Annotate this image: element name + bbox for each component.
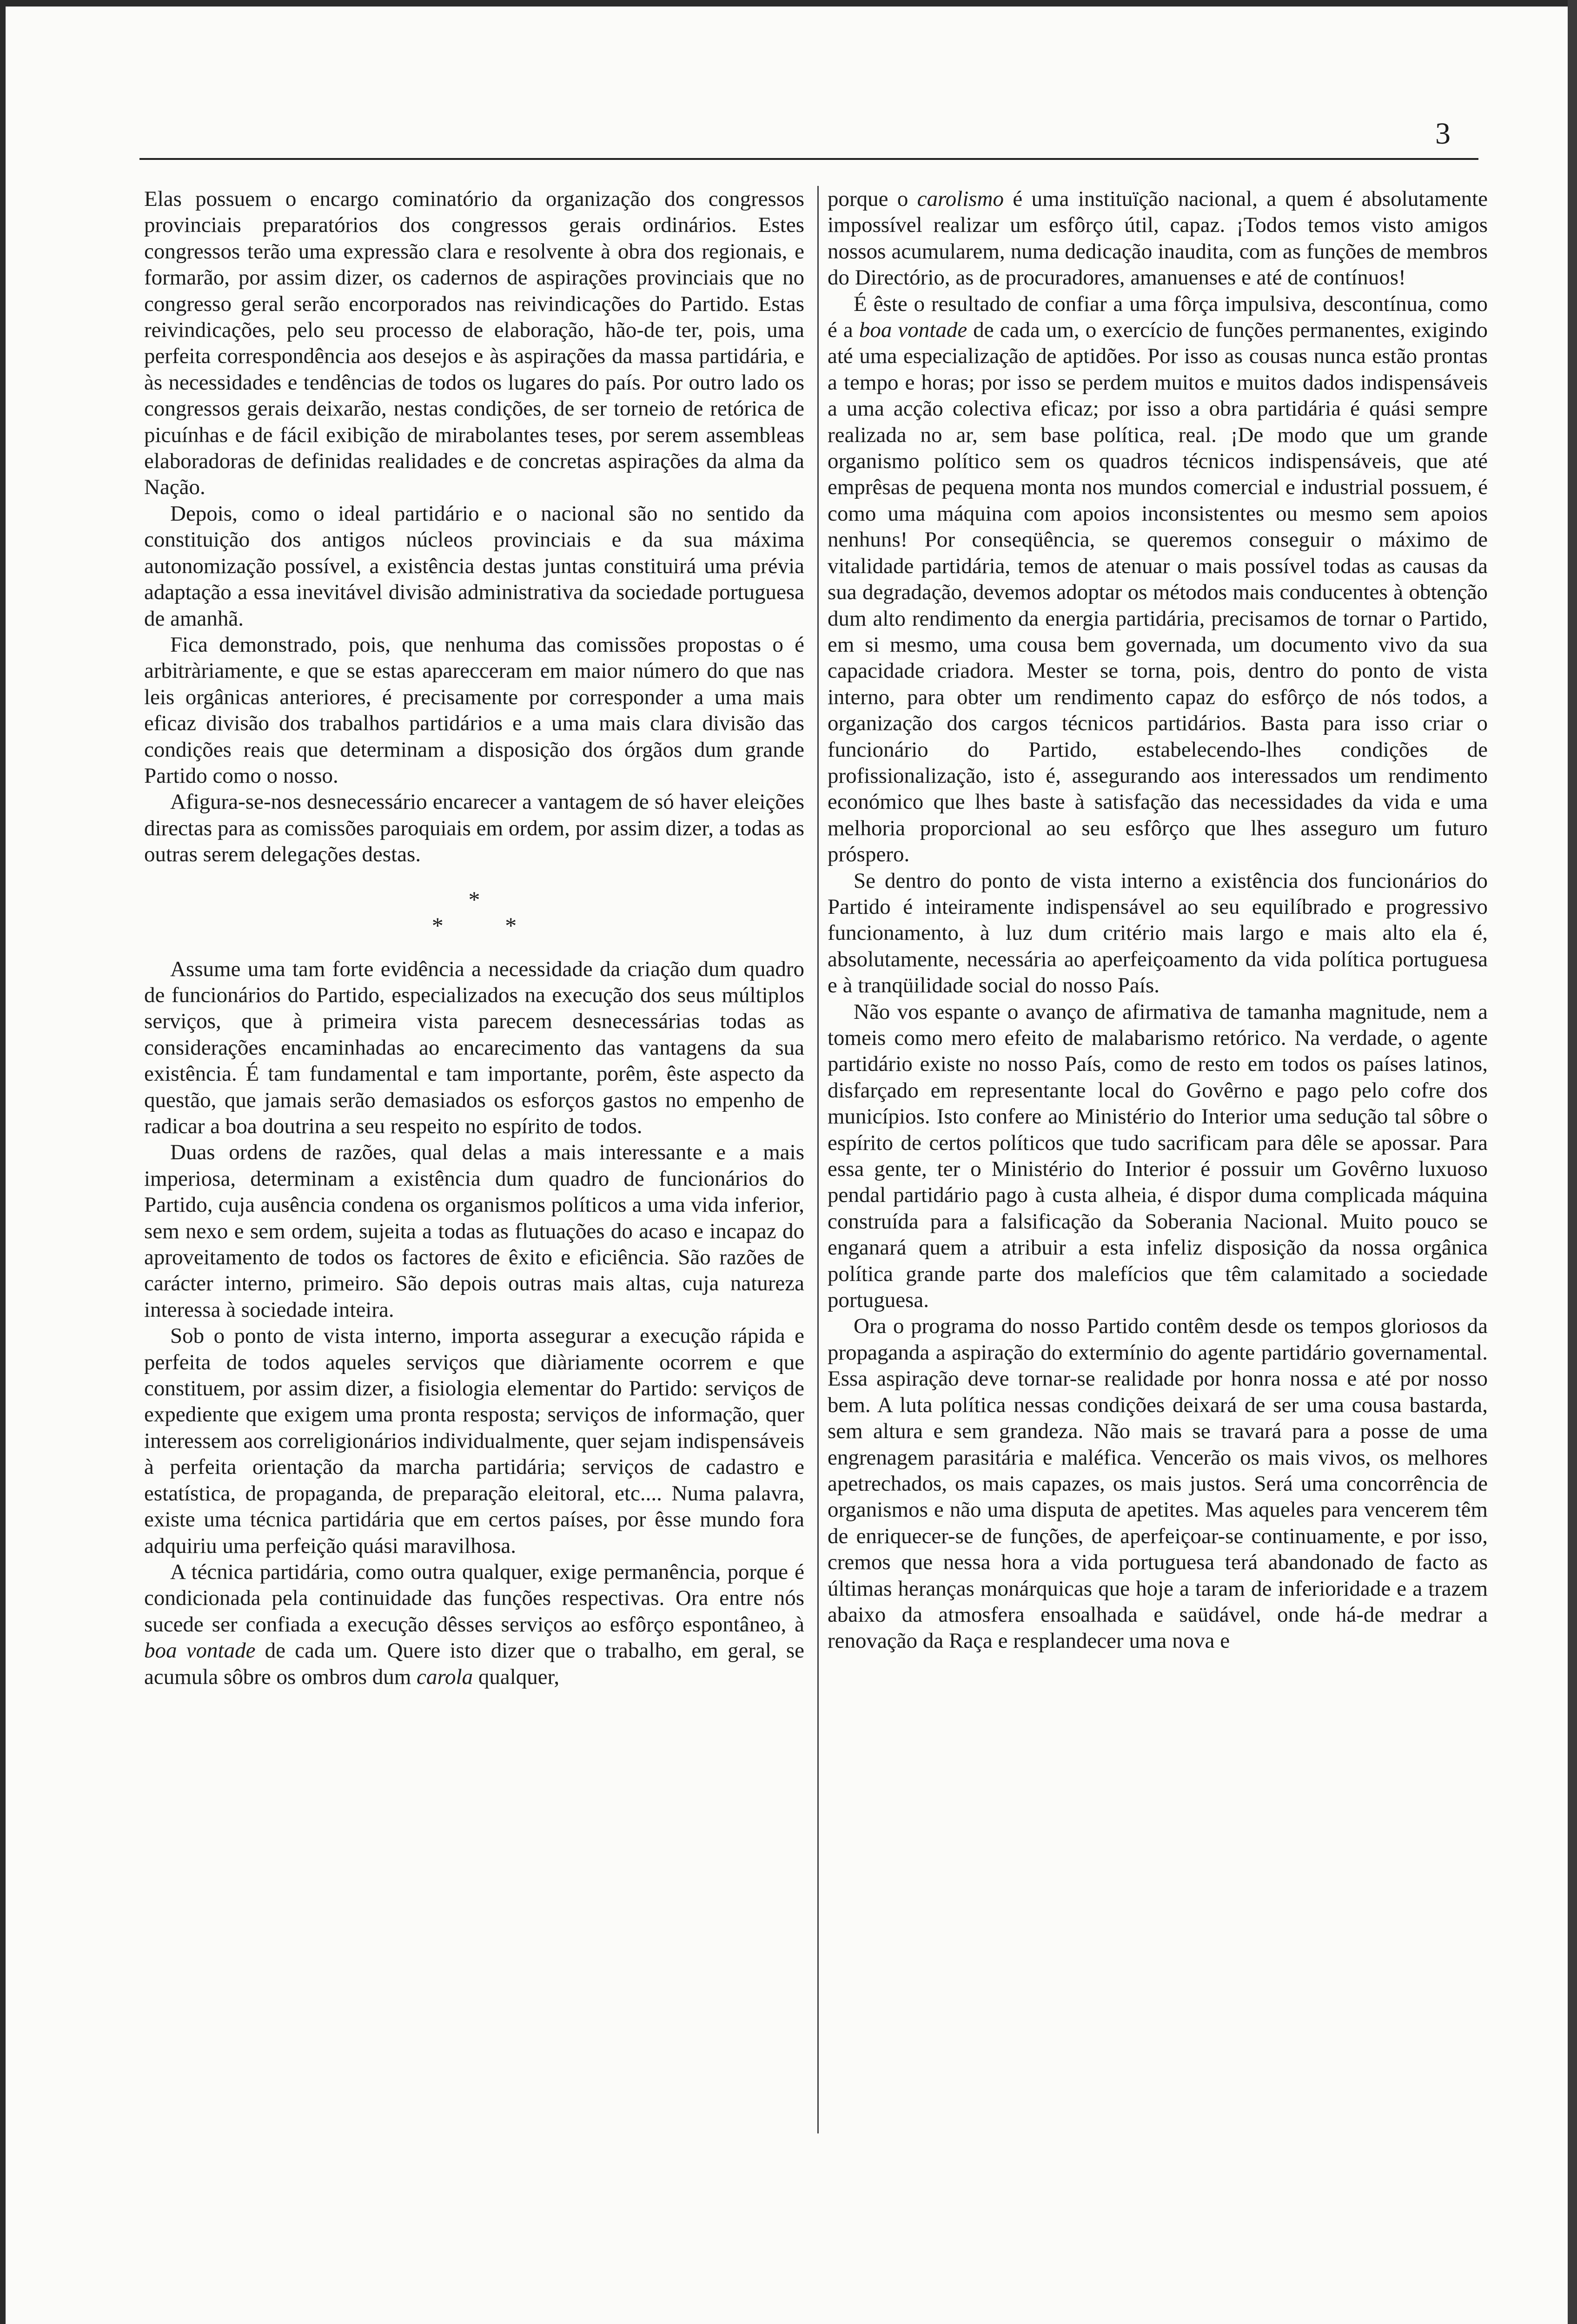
paragraph: [828, 291, 1488, 868]
italic-text: carola: [417, 1664, 473, 1689]
asterism-bottom: * *: [431, 912, 517, 938]
paragraph: Não vos espante o avanço de afirmativa de tamanha magnitude, nem a tomeis como mero efeito de malabarismo retórico. Na verdade, o agente partidário existe no nosso País, como de resto em todos os países latinos, disfarçado em representante local do Govêrno e pago pelo cofre dos municípios. Isto confere ao Ministério do Interior uma sedução tal sôbre o espírito de certos políticos que tudo sacrificam para dêle se apossar. Para essa gente, ter o Ministério do Interior é possuir um Govêrno luxuoso pendal partidário pago à custa alheia, é dispor duma complicada máquina construída para a falsificação da Soberania Nacional. Muito pouco se enganará quem a atribuir a esta infeliz disposição da nossa orgânica política grande parte dos malefícios que têm calamitado a sociedade portuguesa.: [828, 999, 1488, 1313]
paragraph: Se dentro do ponto de vista interno a existência dos funcionários do Partido é inteiramente indispensável ao seu equilíbrado e progressivo funcionamento, à luz dum critério mais largo e mais alto ela é, absolutamente, necessária ao aperfeiçoamento da vida política portuguesa e à tranqüilidade social do nosso País.: [828, 868, 1488, 998]
page-number: 3: [1435, 117, 1451, 151]
paragraph: Sob o ponto de vista interno, importa assegurar a execução rápida e perfeita de todos aqueles serviços que diàriamente ocorrem e que constituem, por assim dizer, a fisiologia elementar do Partido: serviços de expediente que exigem uma pronta resposta; serviços de informação, quer interessem aos correligionários individualmente, quer sejam indispensáveis à perfeita orientação da marcha partidária; serviços de cadastro e estatística, de propaganda, de preparação eleitoral, etc.... Numa palavra, existe uma técnica partidária que em certos países, por êsse mundo fora adquiriu uma perfeição quási maravilhosa.: [144, 1324, 804, 1558]
text-run: de cada um. Quere isto dizer que o trabalho, em geral, se acumula sôbre os ombros dum: [144, 1638, 804, 1689]
text-run: porque o: [828, 187, 917, 211]
text-run: de cada um, o exercício de funções permanentes, exigindo até uma especialização de aptidões. Por isso as cousas nunca estão prontas a tempo e horas; por isso se perdem muitos e muitos dados indispensáveis a uma acção colectiva eficaz; por isso a obra partidária é quási sempre realizada no ar, sem base política, real. ¡De modo que um grande organismo político sem os quadros técnicos indispensáveis, que até emprêsas de pequena monta nos mundos comercial e industrial possuem, é como uma máquina com apoios inconsistentes ou mesmo sem apoios nenhuns! Por conseqüência, se queremos conseguir o máximo de vitalidade partidária, temos de atenuar o mais possível todas as causas da sua degradação, devemos adoptar os métodos mais conducentes à obtenção dum alto rendimento da energia partidária, precisamos de tornar o Partido, em si mesmo, uma cousa bem governada, um documento vivo da sua capacidade criadora. Mester se torna, pois, dentro do ponto de vista interno, para obter um rendimento capaz do esfôrço de nós todos, a organização dos cargos técnicos partidários. Basta para isso criar o funcionário do Partido, estabelecendo-lhes condições de profissionalização, isto é, assegurando aos interessados um rendimento económico que lhes baste à satisfação das necessidades da vida e uma melhoria proporcional ao seu esfôrço que lhes asseguro um futuro próspero.: [828, 318, 1488, 867]
paragraph: Duas ordens de razões, qual delas a mais interessante e a mais imperiosa, determinam a existência dum quadro de funcionários do Partido, cuja ausência condena os organismos políticos a uma vida inferior, sem nexo e sem ordem, sujeita a todas as flutuações do acaso e incapaz do aproveitamento de todos os factores de êxito e eficiência. São razões de carácter interno, primeiro. São depois outras mais altas, cuja natureza interessa à sociedade inteira.: [144, 1140, 804, 1322]
paragraph: Depois, como o ideal partidário e o nacional são no sentido da constituição dos antigos núcleos provinciais e da sua máxima autonomização possível, a existência destas juntas constituirá uma prévia adaptação a essa inevitável divisão administrativa da sociedade portuguesa de amanhã.: [144, 501, 804, 631]
italic-text: carolismo: [917, 187, 1004, 211]
text-run: É êste o resultado de confiar a uma fôrça impulsiva, descontínua, como é a: [828, 291, 1488, 343]
right-column: [828, 186, 1488, 1654]
left-column: [144, 186, 804, 1690]
paragraph: Fica demonstrado, pois, que nenhuma das comissões propostas o é arbitràriamente, e que se estas aparecceram em maior número do que nas leis orgânicas anteriores, é precisamente por corresponder a uma mais eficaz divisão dos trabalhos partidários e a uma mais clara divisão das condições reais que determinam a disposição dos órgãos dum grande Partido como o nosso.: [144, 632, 804, 788]
paragraph: [144, 1559, 804, 1690]
scan-border-top: [0, 0, 1577, 7]
paragraph: Ora o programa do nosso Partido contêm desde os tempos gloriosos da propaganda a aspiração do extermínio do agente partidário governamental. Essa aspiração deve tornar-se realidade por honra nossa e até por nosso bem. A luta política nessas condições deixará de ser uma cousa bastarda, sem altura e sem grandeza. Não mais se travará para a posse de uma engrenagem parasitária e maléfica. Vencerão os mais vivos, os melhores apetrechados, os mais capazes, os mais justos. Será uma concorrência de organismos e não uma disputa de apetites. Mas aqueles para vencerem têm de enriquecer-se de funções, de aperfeiçoar-se continuamente, e por isso, cremos que nessa hora a vida portuguesa terá abandonado de facto as últimas heranças monárquicas que hoje a taram de inferioridade e a trazem abaixo da atmosfera ensoalhada e saüdável, onde há-de medrar a renovação da Raça e resplandecer uma nova e: [828, 1314, 1488, 1653]
text-run: qualquer,: [473, 1664, 560, 1689]
paragraph: Assume uma tam forte evidência a necessidade da criação dum quadro de funcionários do Partido, especializados na execução dos seus múltiplos serviços, que à primeira vista parecem desnecessárias todas as considerações encaminhadas ao encarecimento das vantagens da sua existência. É tam fundamental e tam importante, porêm, êste aspecto da questão, que jamais serão demasiados os esforços gastos no empenho de radicar a boa doutrina a seu respeito no espírito de todos.: [144, 957, 804, 1138]
section-asterism: [144, 886, 804, 938]
scan-border-right: [1568, 0, 1577, 2324]
scan-border-left: [0, 0, 6, 2324]
asterism-top: *: [468, 886, 480, 912]
text-run: é uma instituïção nacional, a quem é absolutamente impossível realizar um esfôrço útil, capaz. ¡Todos temos visto amigos nossos acumularem, numa dedicação inaudita, com as funções de membros do Directório, as de procuradores, amanuenses e até de contínuos!: [828, 187, 1488, 290]
column-divider: [817, 186, 819, 2133]
paragraph: [828, 186, 1488, 291]
header-rule: [139, 158, 1478, 160]
paragraph: Elas possuem o encargo cominatório da organização dos congressos provinciais preparatórios dos congressos gerais ordinários. Estes congressos terão uma expressão clara e resolvente à obra dos regionais, e formarão, por assim dizer, os cadernos de aspirações provinciais que no congresso geral serão encorporados nas reivindicações do Partido. Estas reivindicações, pelo seu processo de elaboração, hão-de ter, pois, uma perfeita correspondência aos desejos e às aspirações da massa partidária, e às necessidades e tendências de todos os lugares do país. Por outro lado os congressos gerais deixarão, nestas condições, de ser torneio de retórica de picuínhas e de fácil exibição de mirabolantes teses, por serem assembleas elaboradoras de definidas realidades e de concretas aspirações da alma da Nação.: [144, 187, 804, 500]
italic-text: boa vontade: [144, 1638, 256, 1663]
paragraph: Afigura-se-nos desnecessário encarecer a vantagem de só haver eleições directas para as comissões paroquiais em ordem, por assim dizer, a todas as outras serem delegações destas.: [144, 790, 804, 867]
text-run: A técnica partidária, como outra qualquer, exige permanência, porque é condicionada pela continuidade das funções respectivas. Ora entre nós sucede ser confiada a execução dêsses serviços ao esfôrço espontâneo, à: [144, 1559, 804, 1637]
italic-text: boa vontade: [859, 318, 967, 343]
